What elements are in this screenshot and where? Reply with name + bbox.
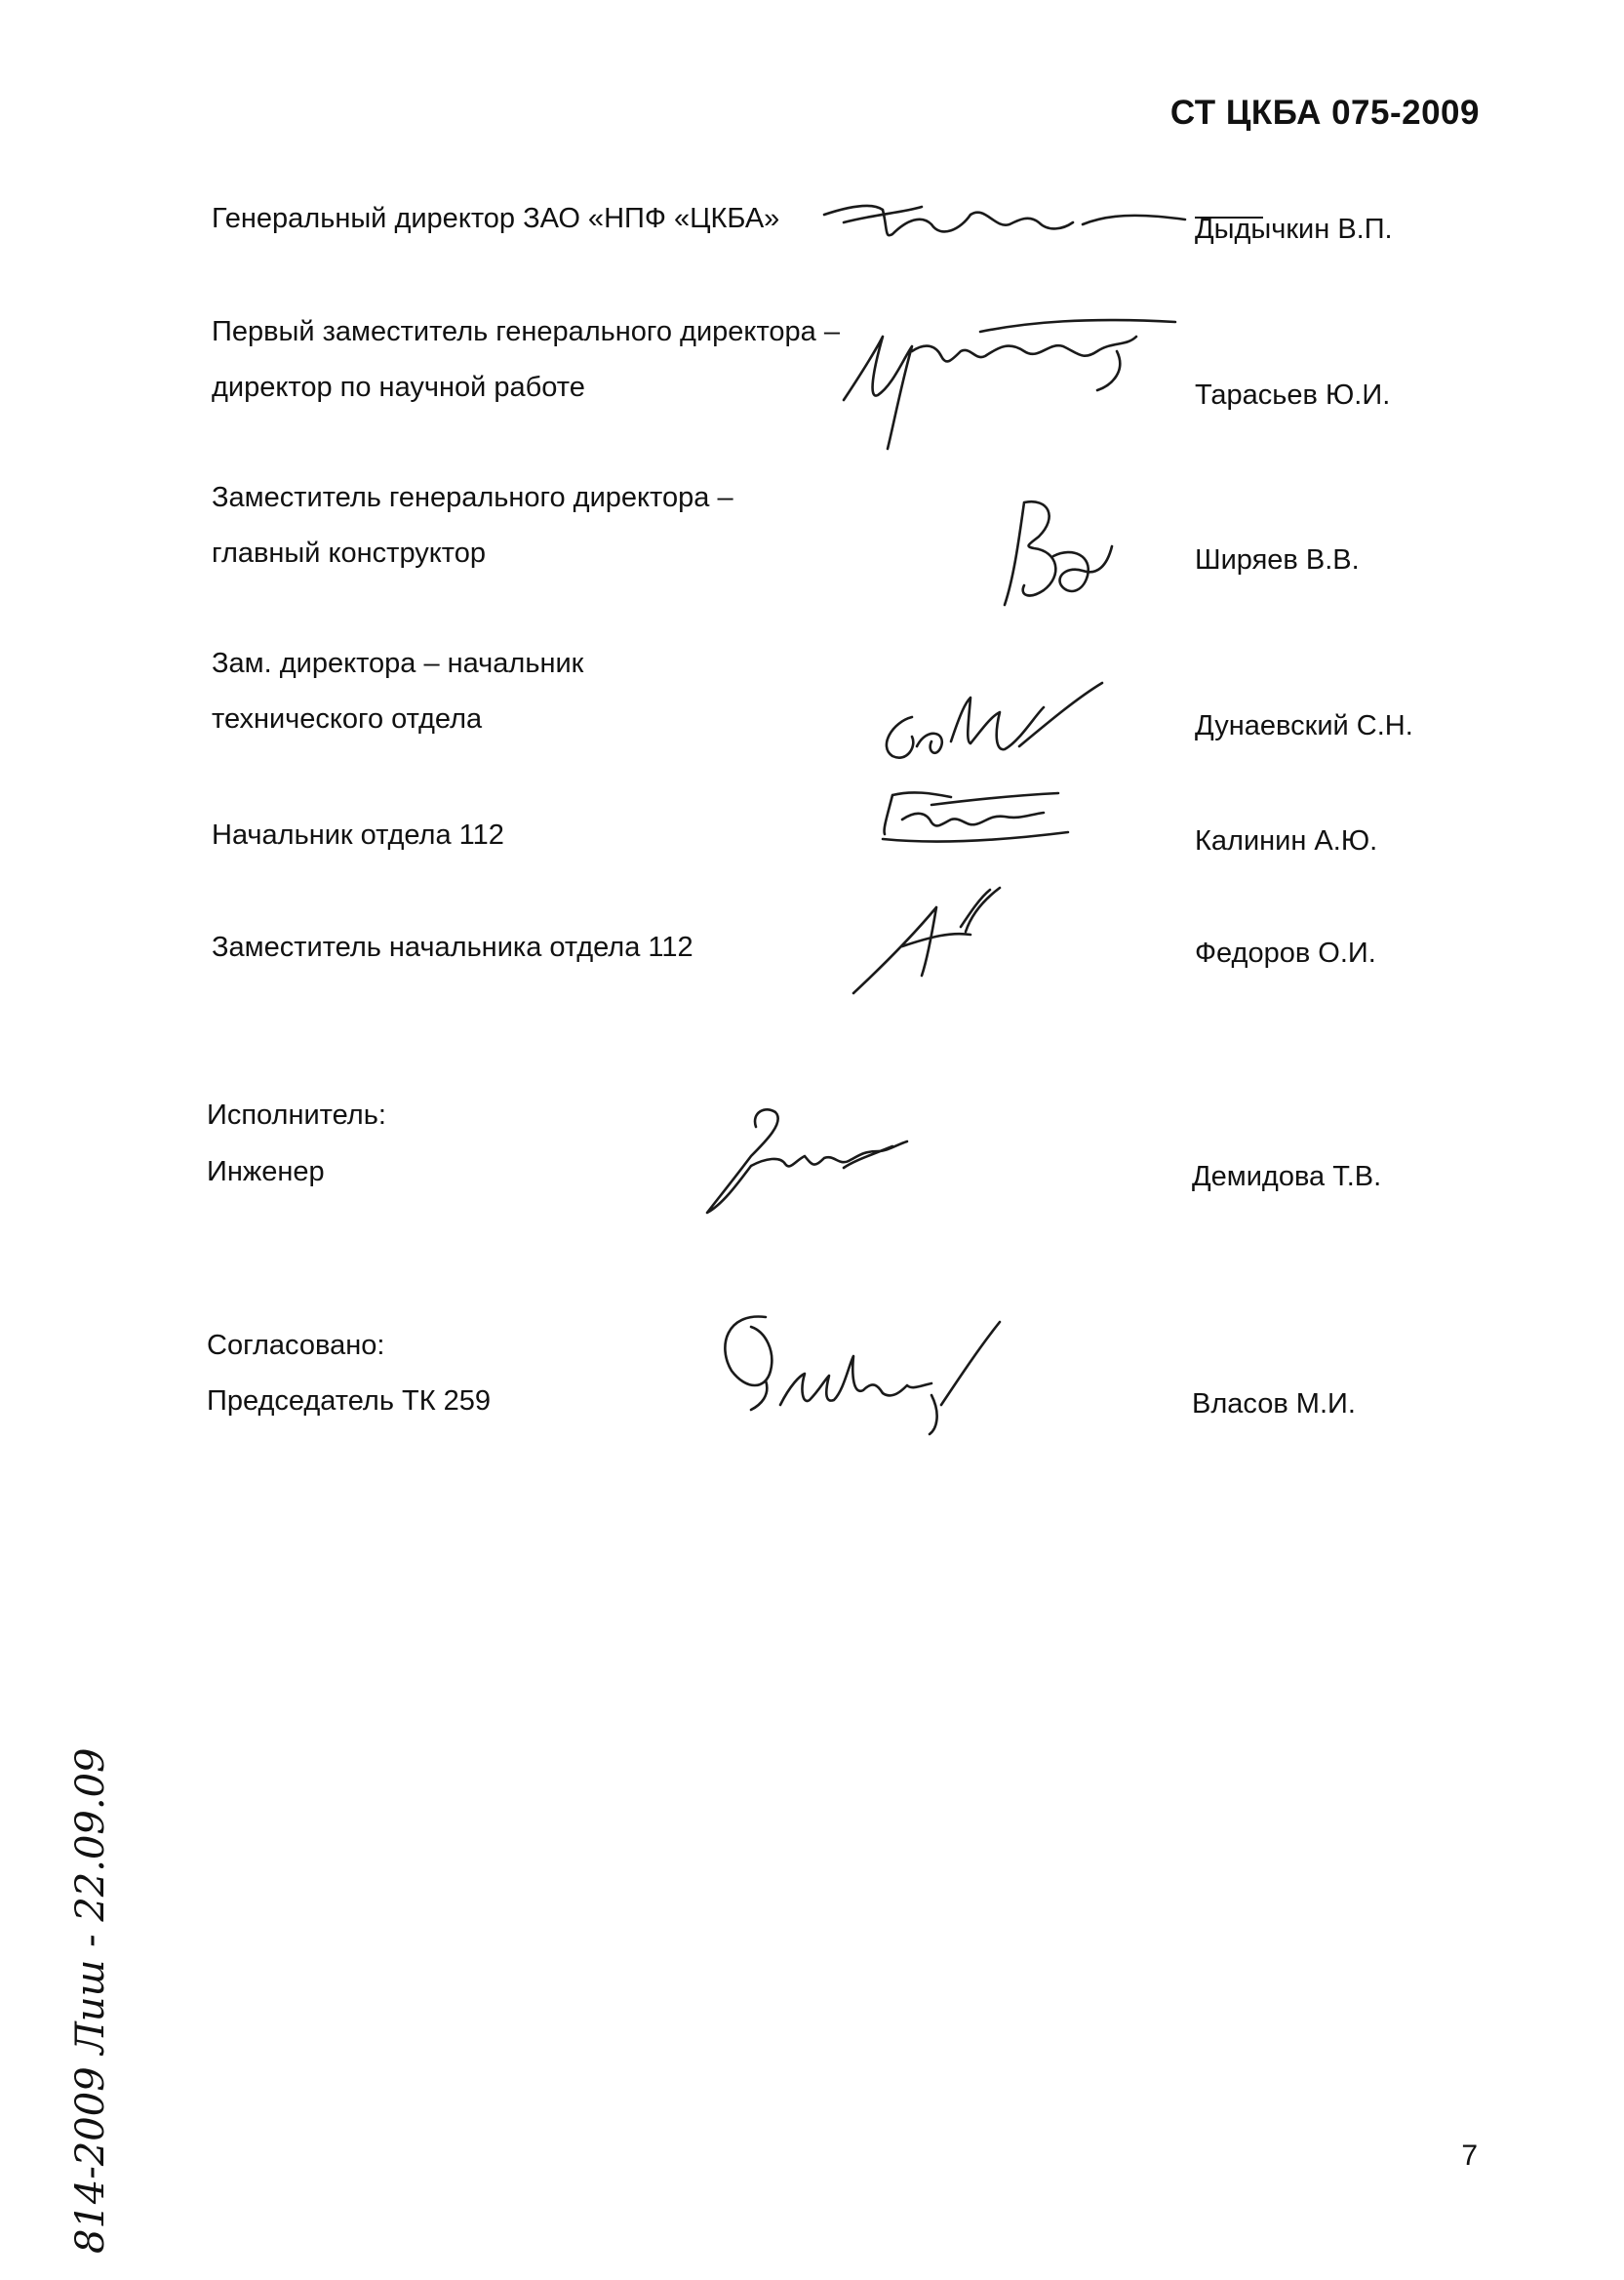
margin-handwritten-note: 814-2009 Лиш - 22.09.09 [68, 1747, 113, 2254]
position-deputy-head-dept-112: Заместитель начальника отдела 112 [212, 932, 693, 963]
name-fedorov: Федоров О.И. [1195, 938, 1376, 969]
signature-fedorov [844, 878, 1029, 1000]
signature-vlasov [707, 1307, 1019, 1444]
executor-position: Инженер [207, 1156, 325, 1187]
position-general-director: Генеральный директор ЗАО «НПФ «ЦКБА» [212, 203, 780, 234]
position-head-dept-112: Начальник отдела 112 [212, 820, 504, 851]
name-demidova: Демидова Т.В. [1192, 1161, 1382, 1192]
position-head-technical-dept: Зам. директора – начальник [212, 648, 584, 679]
document-code: СТ ЦКБА 075-2009 [1169, 94, 1480, 132]
signature-kalinin [873, 776, 1078, 854]
signature-shiryaev [985, 488, 1131, 615]
position-deputy-chief-designer-line2: главный конструктор [212, 538, 486, 569]
position-head-technical-dept-line2: технического отдела [212, 703, 483, 735]
approval-label: Согласовано: [207, 1330, 385, 1361]
signature-dunaevsky [873, 673, 1107, 771]
name-vlasov: Власов М.И. [1192, 1388, 1356, 1420]
page-number: 7 [1461, 2140, 1478, 2172]
name-tarasyev: Тарасьев Ю.И. [1195, 380, 1391, 411]
approval-position: Председатель ТК 259 [207, 1385, 492, 1417]
position-first-deputy: Первый заместитель генерального директора – [212, 316, 840, 347]
name-dydychkin: Дыдычкин В.П. [1195, 214, 1393, 245]
name-kalinin: Калинин А.Ю. [1195, 825, 1378, 857]
signature-dydychkin [814, 185, 1185, 254]
name-dunaevsky: Дунаевский С.Н. [1195, 710, 1413, 741]
executor-label: Исполнитель: [207, 1100, 386, 1131]
position-first-deputy-line2: директор по научной работе [212, 372, 585, 403]
signature-tarasyev [834, 293, 1185, 459]
name-shiryaev: Ширяев В.В. [1195, 544, 1360, 576]
position-deputy-chief-designer: Заместитель генерального директора – [212, 482, 733, 513]
signature-demidova [697, 1098, 912, 1220]
